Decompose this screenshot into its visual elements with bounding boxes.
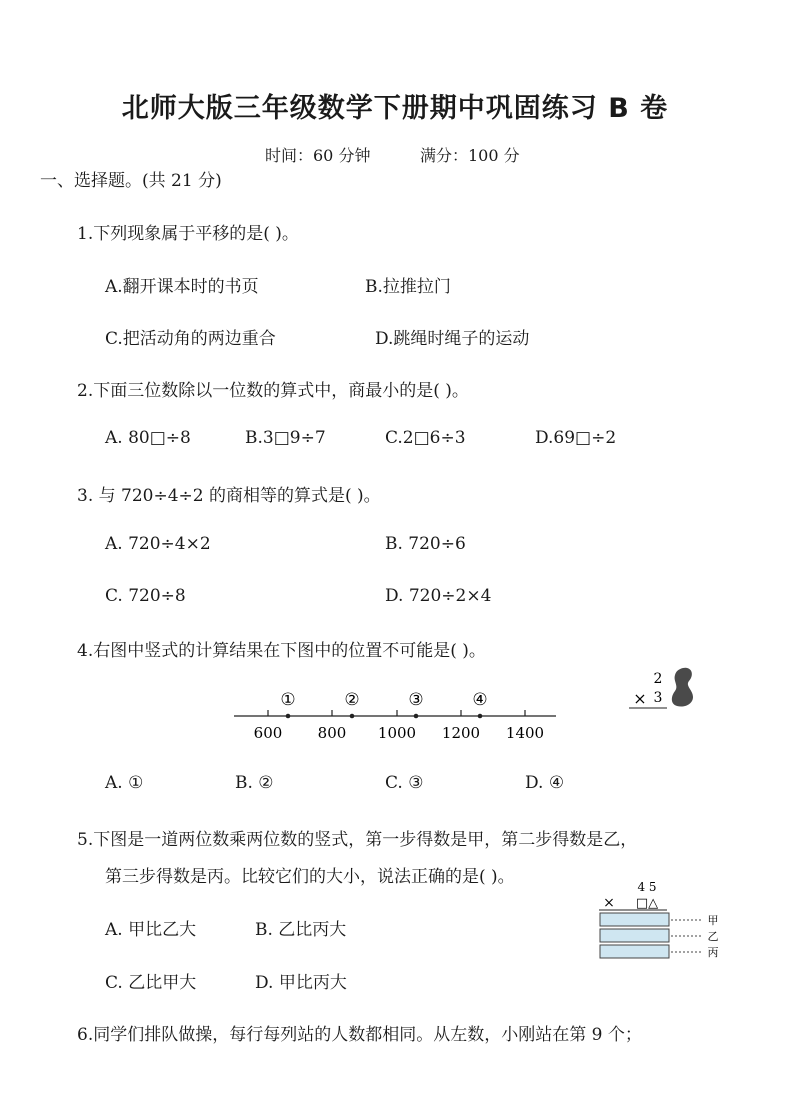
tick-label: 1200 [441, 724, 481, 742]
q3-option-c: C. 720÷8 [105, 586, 186, 606]
number-line [230, 688, 560, 746]
q3-option-d: D. 720÷2×4 [385, 586, 492, 606]
marker-3: ③ [408, 690, 424, 710]
page-title: 北师大版三年级数学下册期中巩固练习 B 卷 [121, 93, 669, 124]
q1-option-a: A.翻开课本时的书页 [105, 277, 259, 297]
q5-option-a: A. 甲比乙大 [105, 920, 197, 940]
q2-option-d: D.69□÷2 [535, 428, 617, 448]
tick-label: 1400 [505, 724, 545, 742]
question-5-stem-line-2: 第三步得数是丙。比较它们的大小，说法正确的是( )。 [105, 867, 515, 887]
marker-2: ② [344, 690, 360, 710]
time-label: 时间：60 分钟 [265, 146, 371, 165]
shape-digits: □△ [635, 896, 659, 911]
vertical-multiplication-figure [625, 664, 705, 714]
q4-option-c: C. ③ [385, 773, 424, 793]
label-yi: 乙 [707, 930, 719, 943]
tick-label: 1000 [377, 724, 417, 742]
label-bing: 丙 [707, 946, 719, 959]
q1-option-b: B.拉推拉门 [365, 277, 451, 297]
question-6-stem: 6.同学们排队做操，每行每列站的人数都相同。从左数，小刚站在第 9 个； [77, 1025, 642, 1045]
tick-label: 600 [253, 724, 283, 742]
times-sign: × [603, 895, 615, 911]
multiplication-figure [595, 878, 730, 960]
question-2-stem: 2.下面三位数除以一位数的算式中，商最小的是( )。 [77, 381, 469, 401]
marker-4: ④ [472, 690, 488, 710]
question-1-stem: 1.下列现象属于平移的是( )。 [77, 224, 299, 244]
q4-option-d: D. ④ [525, 773, 565, 793]
tick-label: 800 [317, 724, 347, 742]
bottom-digit: 3 [653, 690, 663, 706]
section-heading: 一、选择题。(共 21 分) [40, 171, 222, 191]
question-3-stem: 3. 与 720÷4÷2 的商相等的算式是( )。 [77, 486, 381, 506]
q2-option-c: C.2□6÷3 [385, 428, 466, 448]
q5-option-d: D. 甲比丙大 [255, 973, 347, 993]
label-jia: 甲 [707, 914, 719, 927]
top-digit: 2 [653, 671, 663, 687]
q1-option-c: C.把活动角的两边重合 [105, 329, 276, 349]
q5-option-b: B. 乙比丙大 [255, 920, 347, 940]
question-5-stem-line-1: 5.下图是一道两位数乘两位数的竖式，第一步得数是甲，第二步得数是乙， [77, 830, 638, 850]
top-number: 4 5 [637, 880, 657, 894]
q4-option-a: A. ① [105, 773, 144, 793]
question-4-stem: 4.右图中竖式的计算结果在下图中的位置不可能是( )。 [77, 641, 486, 661]
marker-1: ① [280, 690, 296, 710]
q5-option-c: C. 乙比甲大 [105, 973, 197, 993]
q2-option-b: B.3□9÷7 [245, 428, 326, 448]
q3-option-b: B. 720÷6 [385, 534, 466, 554]
q1-option-d: D.跳绳时绳子的运动 [375, 329, 530, 349]
times-sign: × [633, 689, 647, 708]
ink-blot-icon [672, 668, 693, 707]
q3-option-a: A. 720÷4×2 [105, 534, 211, 554]
q2-option-a: A. 80□÷8 [105, 428, 191, 448]
q4-option-b: B. ② [235, 773, 274, 793]
score-label: 满分：100 分 [420, 146, 520, 165]
